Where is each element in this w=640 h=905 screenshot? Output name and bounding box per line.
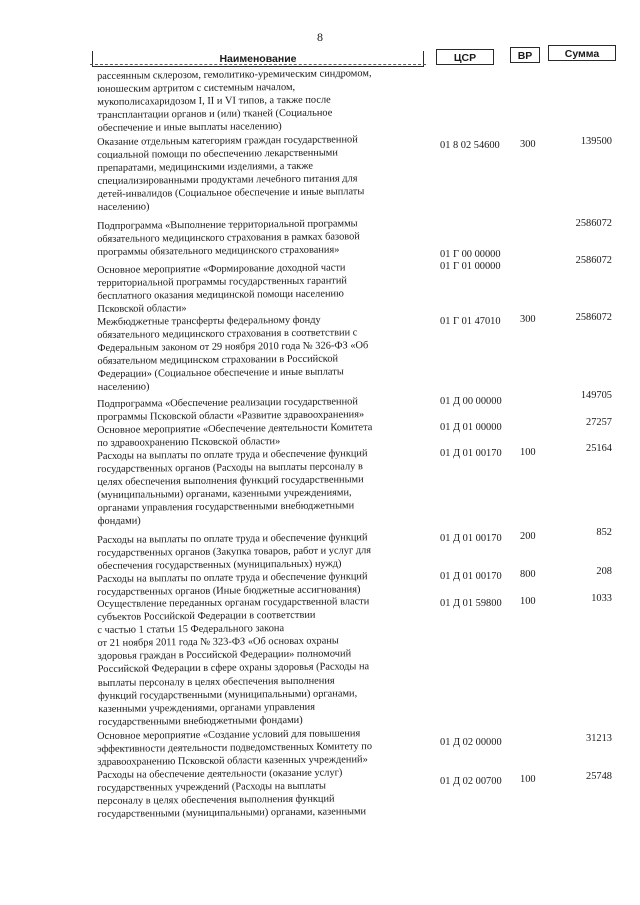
row-vr: 300 xyxy=(520,139,536,150)
row-sum: 27257 xyxy=(586,417,612,428)
page-number: 8 xyxy=(317,30,323,44)
row-csr: 01 Д 01 00000 xyxy=(440,422,502,433)
row-csr: 01 Д 01 00170 xyxy=(440,533,502,544)
row-name: Подпрограмма «Выполнение территориальной программы обязательного медицинского страхования в рамках базовой программы обязательного медицинского страхования» xyxy=(97,218,360,259)
row-name: Основное мероприятие «Обеспечение деятельности Комитета по здравоохранению Псковской области» xyxy=(97,422,373,450)
row-sum: 2586072 xyxy=(575,312,612,323)
row-name: Расходы на выплаты по оплате труда и обеспечение функций государственных органов (Иные бюджетные ассигнования) xyxy=(97,571,368,599)
row-sum: 139500 xyxy=(580,136,612,147)
row-sum: 2586072 xyxy=(575,218,612,229)
row-name: Подпрограмма «Обеспечение реализации государственной программы Псковской области «Развитие здравоохранения» xyxy=(97,396,365,424)
column-header-vr: ВР xyxy=(510,47,540,63)
row-sum: 31213 xyxy=(586,733,612,744)
row-sum: 25164 xyxy=(586,443,612,454)
row-name: Основное мероприятие «Формирование доходной части территориальной программы государственных гарантий бесплатного оказания медицинской помощи населению Псковской области» xyxy=(97,262,347,316)
row-sum: 2586072 xyxy=(575,255,612,266)
row-csr: 01 Г 01 00000 xyxy=(440,261,501,272)
row-name: Оказание отдельным категориям граждан государственной социальной помощи по обеспечению лекарственными препаратами, медицинскими изделиями, а также специализированными продуктами лечебного питания для детей-инвалидов (Социальное обеспечение и иные выплаты населению) xyxy=(97,134,365,214)
row-name: Осуществление переданных органам государственной власти субъектов Российской Федерации в соответствии с частью 1 статьи 15 Федерального закона от 21 ноября 2011 года № 323-ФЗ «Об основах охраны здоровья граждан в Российской Федерации» полномочий Российской Федерации в сфере охраны здоровья (Расходы на выплаты персоналу в целях обеспечения выполнения функций государственными (муниципальными) органами, казенными учреждениями, органами управления государственными внебюджетными фондами) xyxy=(97,596,370,728)
row-sum: 1033 xyxy=(591,593,612,604)
row-sum: 149705 xyxy=(580,390,612,401)
row-name: Межбюджетные трансферты федеральному фонду обязательного медицинского страхования в соответствии с Федеральным законом от 29 ноября 2010 года № 326-ФЗ «Об обязательном медицинском страховании в Российской Федерации» (Социальное обеспечение и иные выплаты населению) xyxy=(97,314,369,394)
row-vr: 100 xyxy=(520,596,536,607)
row-name: Расходы на обеспечение деятельности (оказание услуг) государственных учреждений (Расходы на выплаты персоналу в целях обеспечения выполнения функций государственными (муниципальными) органами, казенными xyxy=(97,767,367,821)
row-csr: 01 8 02 54600 xyxy=(440,140,500,151)
row-name: рассеянным склерозом, гемолитико-уремическим синдромом, юношеским артритом с системным началом, мукополисахаридозом I, II и VI типов, а также после трансплантации органов и (или) тканей (Социальное обеспечение и иные выплаты населению) xyxy=(97,68,372,135)
row-sum: 852 xyxy=(596,527,612,538)
row-csr: 01 Д 01 00170 xyxy=(440,571,502,582)
row-vr: 100 xyxy=(520,447,536,458)
row-vr: 800 xyxy=(520,569,536,580)
column-header-csr: ЦСР xyxy=(436,49,494,65)
row-csr: 01 Д 02 00700 xyxy=(440,776,502,787)
row-name: Расходы на выплаты по оплате труда и обеспечение функций государственных органов (Закупка товаров, работ и услуг для обеспечения государственных (муниципальных) нужд) xyxy=(97,532,372,573)
row-vr: 200 xyxy=(520,531,536,542)
row-sum: 25748 xyxy=(586,771,612,782)
row-name: Основное мероприятие «Создание условий для повышения эффективности деятельности подведомственных Комитету по здравоохранению Псковской области казенных учреждений» xyxy=(97,728,373,769)
row-csr: 01 Д 01 00170 xyxy=(440,448,502,459)
row-vr: 100 xyxy=(520,774,536,785)
row-name: Расходы на выплаты по оплате труда и обеспечение функций государственных органов (Расходы на выплаты персоналу в целях обеспечения выполнения функций государственными (муниципальными) органами, казенными учреждениями, органами управления государственными внебюджетными фондами) xyxy=(97,448,368,528)
row-csr: 01 Г 00 00000 xyxy=(440,249,501,260)
row-csr: 01 Д 02 00000 xyxy=(440,737,502,748)
row-csr: 01 Д 01 59800 xyxy=(440,598,502,609)
row-sum: 208 xyxy=(596,566,612,577)
column-header-name: Наименование xyxy=(92,51,424,67)
column-header-sum: Сумма xyxy=(548,45,616,61)
row-vr: 300 xyxy=(520,314,536,325)
row-csr: 01 Д 00 00000 xyxy=(440,396,502,407)
row-csr: 01 Г 01 47010 xyxy=(440,316,501,327)
